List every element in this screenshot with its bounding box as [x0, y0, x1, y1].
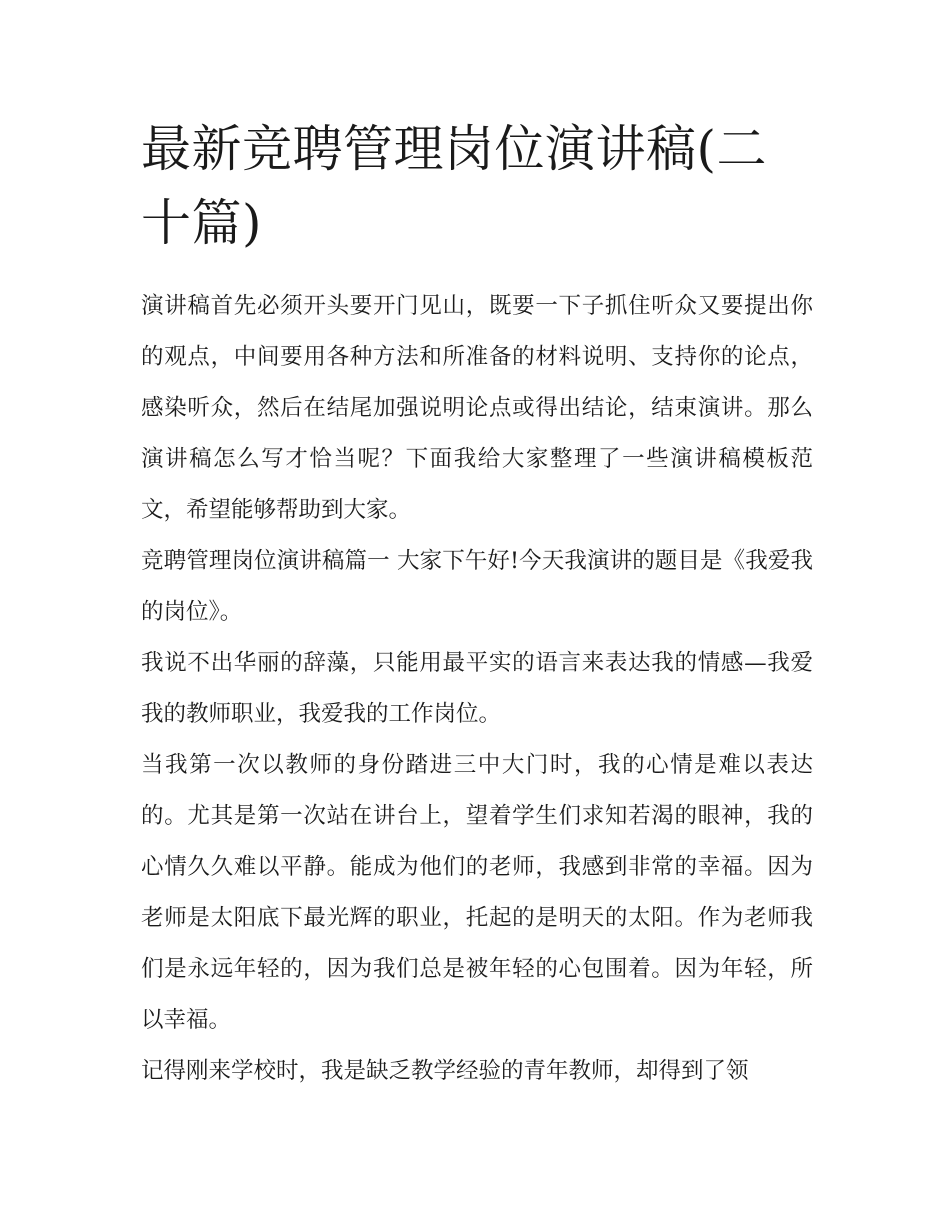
paragraph-intro: 演讲稿首先必须开头要开门见山，既要一下子抓住听众又要提出你的观点，中间要用各种方法和所准备的材料说明、支持你的论点，感染听众，然后在结尾加强说明论点或得出结论，结束演讲。那么演讲稿怎么写才恰当呢？下面我给大家整理了一些演讲稿模板范文，希望能够帮助到大家。 — [141, 293, 813, 523]
document-title: 最新竞聘管理岗位演讲稿(二十篇) — [141, 120, 768, 252]
paragraph-first-day: 当我第一次以教师的身份踏进三中大门时，我的心情是难以表达的。尤其是第一次站在讲台上，望着学生们求知若渴的眼神，我的心情久久难以平静。能成为他们的老师，我感到非常的幸福。因为老师是太阳底下最光辉的职业，托起的是明天的太阳。作为老师我们是永远年轻的，因为我们总是被年轻的心包围着。因为年轻，所以幸福。 — [141, 752, 813, 1033]
paragraph-remember: 记得刚来学校时，我是缺乏教学经验的青年教师，却得到了领 — [141, 1058, 749, 1084]
paragraph-speech-opening: 竞聘管理岗位演讲稿篇一 大家下午好!今天我演讲的题目是《我爱我的岗位》。 — [141, 548, 813, 625]
document-page — [141, 112, 813, 1097]
paragraph-love-job: 我说不出华丽的辞藻，只能用最平实的语言来表达我的情感—我爱我的教师职业，我爱我的工作岗位。 — [141, 650, 813, 727]
